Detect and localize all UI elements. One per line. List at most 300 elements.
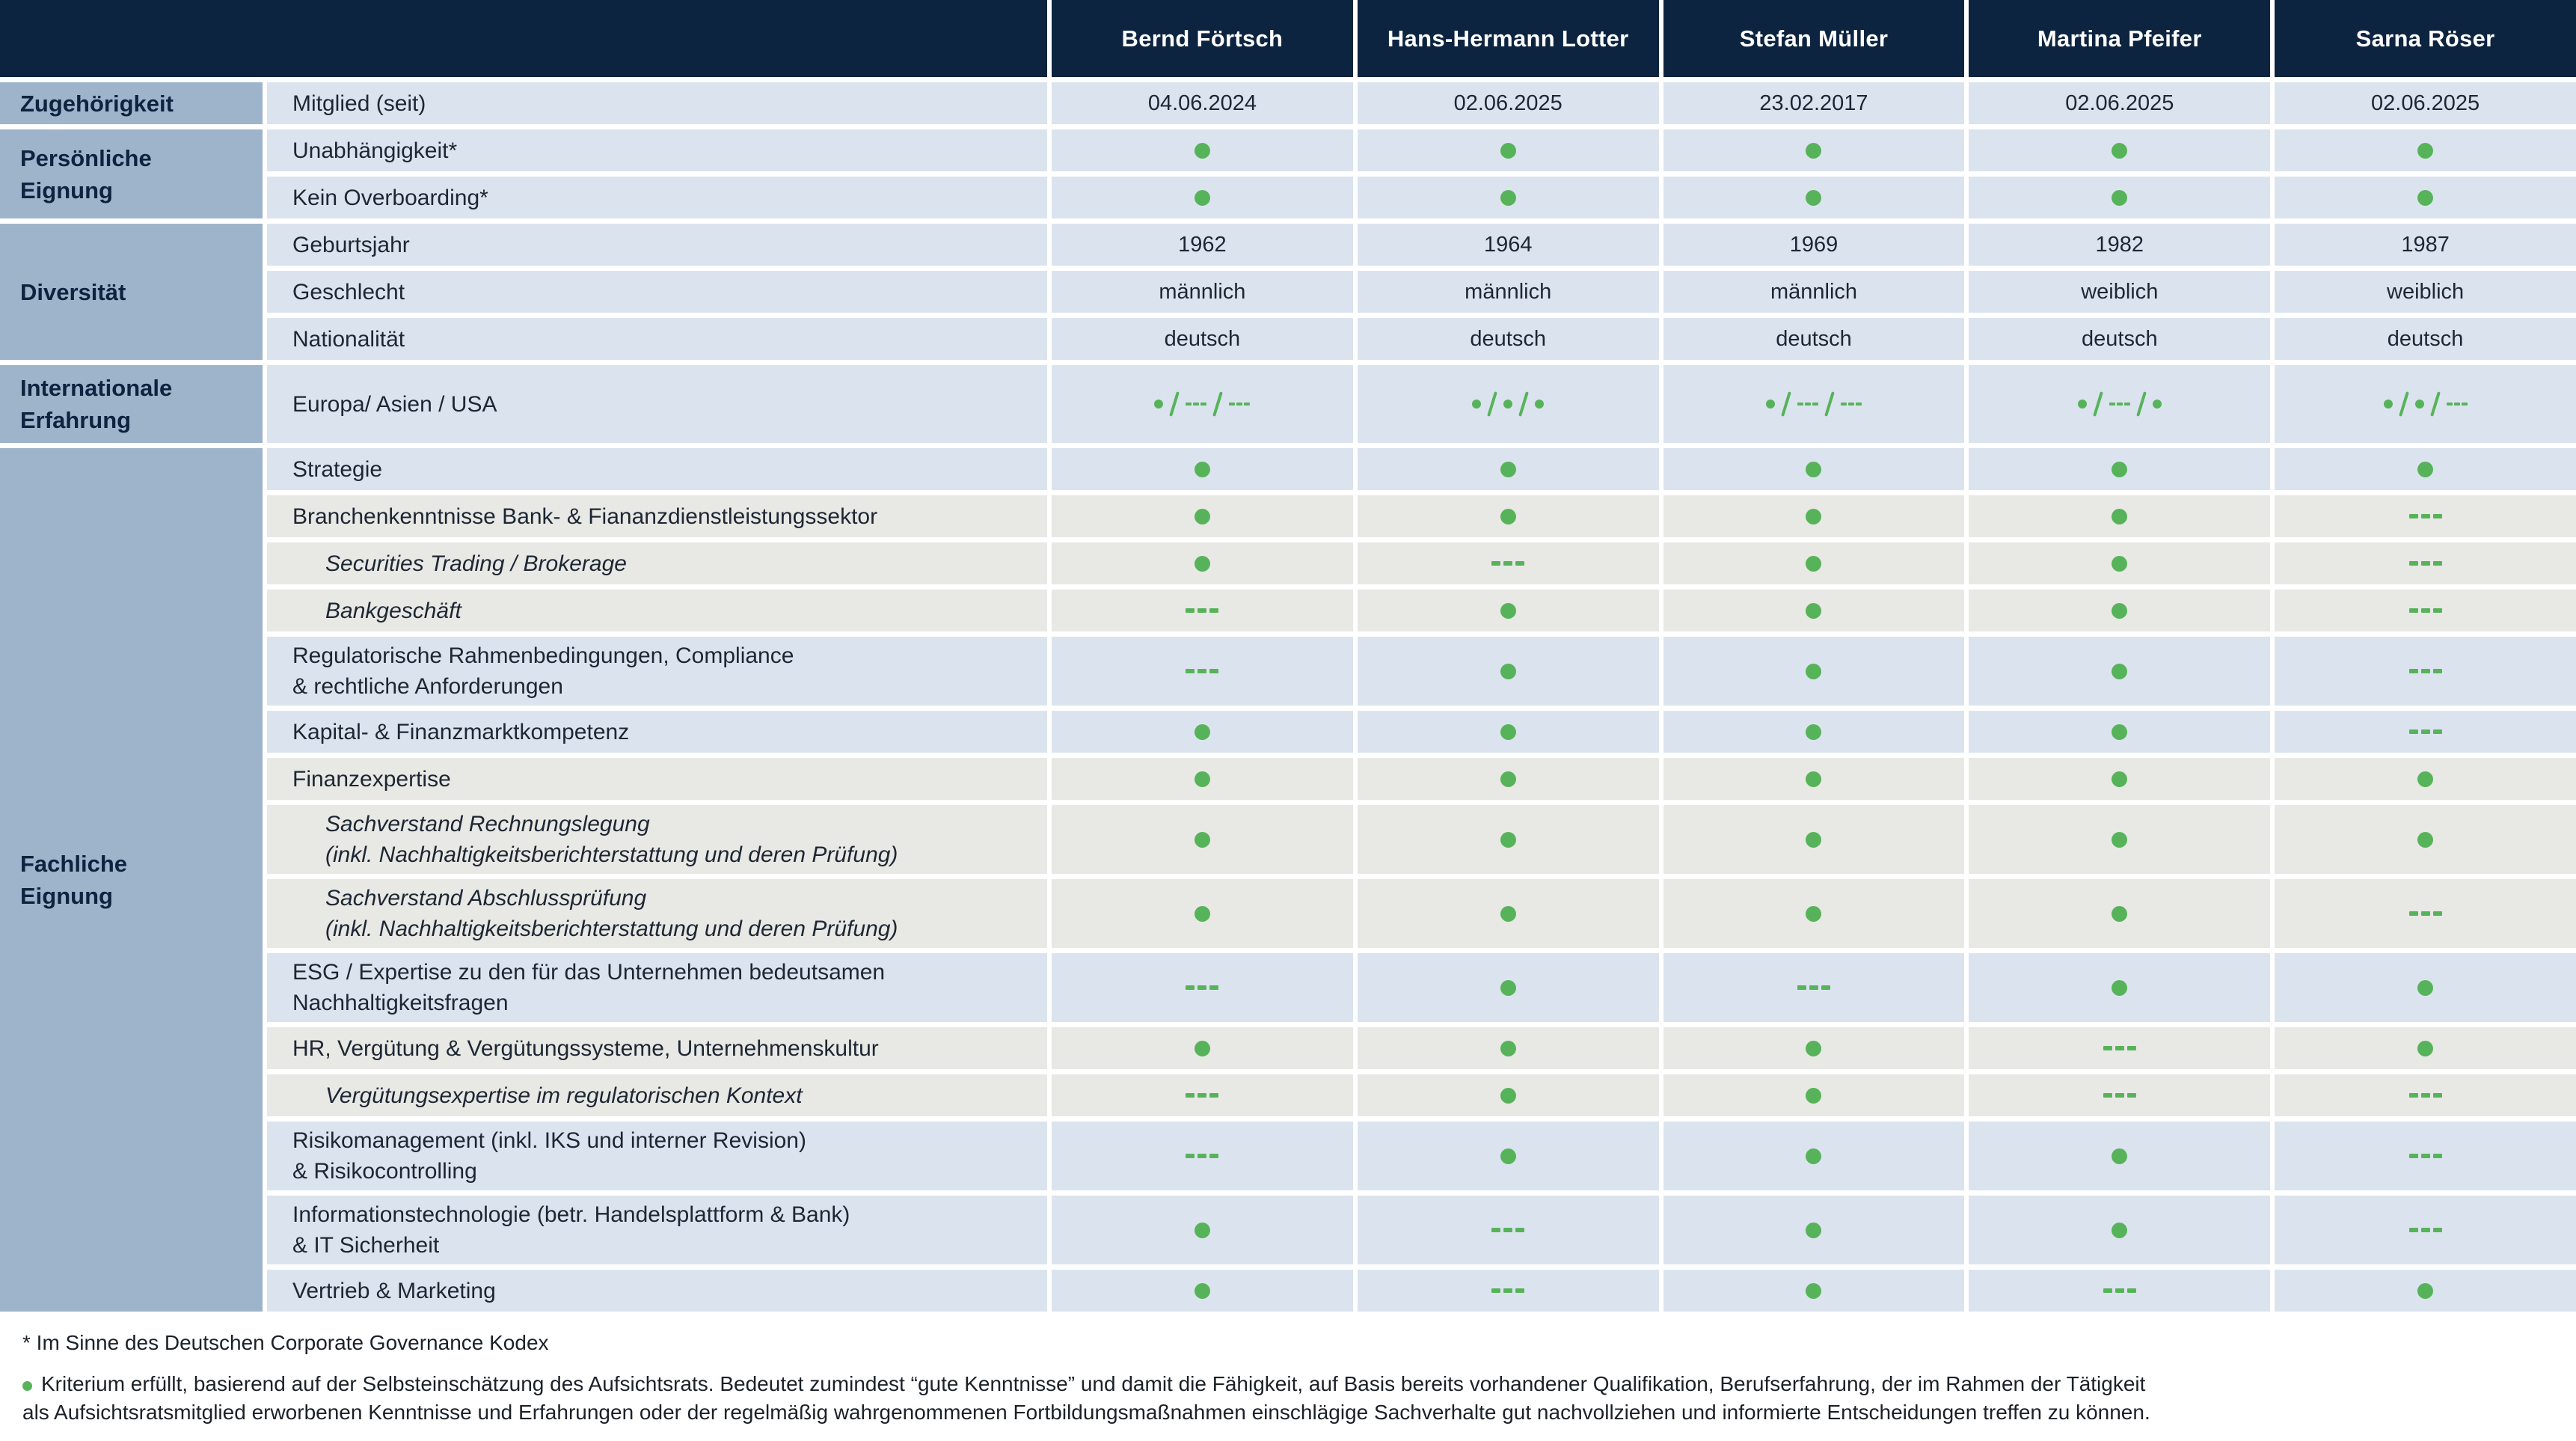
value-cell	[1663, 711, 1965, 753]
value-cell	[1052, 271, 1353, 313]
criterion-met-icon	[2417, 190, 2433, 206]
criterion-met-icon	[1806, 462, 1821, 477]
slash-divider	[1781, 391, 1791, 417]
criterion-met-icon	[2417, 462, 2433, 477]
value-cell	[1969, 1074, 2270, 1116]
section-label-line: Eignung	[20, 883, 113, 909]
value-cell	[2275, 177, 2576, 218]
value-cell	[1052, 224, 1353, 266]
criterion-not-met-icon	[1797, 985, 1830, 990]
criterion-met-icon	[1766, 400, 1775, 409]
criterion-met-icon	[2112, 462, 2127, 477]
row-label	[267, 542, 1047, 584]
row-label	[267, 365, 1047, 443]
value-cell	[1052, 318, 1353, 360]
value-cell	[1969, 758, 2270, 800]
criterion-met-icon	[1806, 724, 1821, 740]
row-label-line: Geburtsjahr	[292, 232, 410, 257]
value-cell	[1358, 224, 1659, 266]
value-cell	[1969, 1196, 2270, 1264]
value-cell	[1969, 318, 2270, 360]
criterion-not-met-icon	[2409, 561, 2442, 566]
value-text: männlich	[1159, 279, 1246, 304]
value-cell	[1358, 177, 1659, 218]
criterion-not-met-icon	[2109, 403, 2130, 406]
value-cell	[1052, 177, 1353, 218]
row-label	[267, 1196, 1047, 1264]
criterion-met-icon	[1500, 832, 1516, 848]
value-cell	[2275, 1027, 2576, 1069]
section-label-line: Eignung	[20, 177, 113, 204]
row-label-line: Informationstechnologie (betr. Handelsplattform & Bank)	[292, 1202, 850, 1227]
value-cell	[1663, 177, 1965, 218]
value-cell	[1663, 271, 1965, 313]
header-corner	[0, 0, 1047, 77]
row-label	[267, 1122, 1047, 1190]
criterion-met-icon	[1195, 509, 1210, 524]
member-name-1: Bernd Förtsch	[1052, 0, 1353, 77]
criterion-met-icon	[2112, 556, 2127, 572]
criterion-met-icon	[2417, 1283, 2433, 1299]
criterion-met-icon	[1500, 724, 1516, 740]
criterion-not-met-icon	[2409, 514, 2442, 518]
row-label-line: Regulatorische Rahmenbedingungen, Compliance	[292, 643, 794, 668]
section-label-line: Persönliche	[20, 144, 152, 171]
value-text: 1987	[2401, 232, 2450, 257]
criterion-met-icon	[1806, 664, 1821, 679]
criterion-met-icon	[2112, 980, 2127, 996]
value-cell	[1358, 1196, 1659, 1264]
criterion-met-icon	[1500, 1088, 1516, 1104]
value-cell	[2275, 1122, 2576, 1190]
row-label	[267, 224, 1047, 266]
international-experience-markers	[2384, 391, 2468, 417]
criterion-met-icon	[2078, 400, 2087, 409]
criterion-not-met-icon	[2103, 1093, 2136, 1098]
criterion-met-icon	[2417, 771, 2433, 787]
criterion-met-icon	[2112, 143, 2127, 159]
value-cell	[1052, 1270, 1353, 1312]
value-text: 1962	[1178, 232, 1227, 257]
row-label-line: Nachhaltigkeitsfragen	[292, 991, 509, 1015]
value-cell	[1358, 953, 1659, 1022]
value-cell	[2275, 590, 2576, 631]
value-cell	[1358, 758, 1659, 800]
value-cell	[1358, 1027, 1659, 1069]
criterion-met-icon	[2112, 509, 2127, 524]
criterion-met-icon	[1195, 462, 1210, 477]
criterion-met-icon	[2384, 400, 2393, 409]
criterion-met-icon	[1806, 906, 1821, 922]
value-cell	[2275, 542, 2576, 584]
value-cell	[1358, 448, 1659, 490]
criterion-met-icon	[1472, 400, 1481, 409]
value-cell	[1358, 271, 1659, 313]
criterion-not-met-icon	[2103, 1288, 2136, 1293]
row-label-line: Europa/ Asien / USA	[292, 391, 497, 417]
criterion-not-met-icon	[2409, 1093, 2442, 1098]
international-experience-markers	[1154, 391, 1250, 417]
criterion-not-met-icon	[1797, 403, 1818, 406]
competence-grid	[0, 82, 2576, 1312]
value-cell	[1663, 224, 1965, 266]
row-label	[267, 953, 1047, 1022]
criterion-met-icon	[1500, 980, 1516, 996]
value-cell	[1969, 1122, 2270, 1190]
row-label-line: Sachverstand Abschlussprüfung	[325, 886, 647, 911]
row-label	[267, 495, 1047, 537]
criterion-met-icon	[1195, 771, 1210, 787]
value-cell	[1663, 879, 1965, 948]
value-cell	[1663, 448, 1965, 490]
value-cell	[1052, 1027, 1353, 1069]
value-cell	[1969, 879, 2270, 948]
row-label-line: & Risikocontrolling	[292, 1159, 477, 1184]
footnote-criterion	[22, 1370, 2576, 1427]
value-cell	[1358, 129, 1659, 171]
value-cell	[2275, 1270, 2576, 1312]
value-cell	[1052, 879, 1353, 948]
value-cell	[1663, 1122, 1965, 1190]
criterion-met-icon	[1500, 771, 1516, 787]
criterion-met-icon	[2417, 1041, 2433, 1056]
row-label	[267, 711, 1047, 753]
row-label-line: Mitglied (seit)	[292, 91, 426, 116]
value-cell	[1052, 365, 1353, 443]
value-cell	[1969, 1270, 2270, 1312]
criterion-not-met-icon	[1491, 1228, 1524, 1232]
value-cell	[1969, 805, 2270, 874]
criterion-not-met-icon	[1491, 1288, 1524, 1293]
row-label	[267, 805, 1047, 874]
row-label-line: Finanzexpertise	[292, 766, 451, 792]
value-cell	[1358, 365, 1659, 443]
value-cell	[1663, 1196, 1965, 1264]
value-cell	[1358, 1074, 1659, 1116]
international-experience-markers	[2078, 391, 2162, 417]
row-label-line: Branchenkenntnisse Bank- & Fiananzdienstleistungssektor	[292, 504, 878, 529]
value-cell	[1052, 758, 1353, 800]
criterion-met-icon	[1806, 556, 1821, 572]
value-cell	[1052, 542, 1353, 584]
row-label	[267, 879, 1047, 948]
criterion-not-met-icon	[1186, 1093, 1218, 1098]
value-cell	[1663, 318, 1965, 360]
row-label-line: (inkl. Nachhaltigkeitsberichterstattung und deren Prüfung)	[325, 917, 898, 941]
section-persoenliche-eignung	[0, 129, 263, 218]
row-label-line: Vergütungsexpertise im regulatorischen Kontext	[325, 1083, 803, 1108]
criterion-not-met-icon	[2409, 669, 2442, 673]
criterion-met-icon	[1195, 143, 1210, 159]
value-text: deutsch	[1164, 326, 1241, 351]
value-text: weiblich	[2387, 279, 2465, 304]
row-label	[267, 1270, 1047, 1312]
row-label	[267, 177, 1047, 218]
criterion-not-met-icon	[1841, 403, 1862, 406]
value-cell	[1969, 224, 2270, 266]
criterion-not-met-icon	[1186, 669, 1218, 673]
row-label	[267, 271, 1047, 313]
criterion-met-icon	[1500, 509, 1516, 524]
value-cell	[1052, 953, 1353, 1022]
criterion-met-icon	[1806, 771, 1821, 787]
value-cell	[1052, 82, 1353, 124]
row-label-line: Bankgeschäft	[325, 598, 461, 623]
value-cell	[1358, 637, 1659, 706]
international-experience-markers	[1766, 391, 1862, 417]
criterion-met-icon	[1195, 556, 1210, 572]
value-cell	[1358, 318, 1659, 360]
criterion-met-icon	[2417, 143, 2433, 159]
row-label	[267, 318, 1047, 360]
row-label	[267, 758, 1047, 800]
value-cell	[1052, 1196, 1353, 1264]
value-cell	[1969, 495, 2270, 537]
value-cell	[1663, 1074, 1965, 1116]
slash-divider	[1213, 391, 1224, 417]
criterion-met-icon	[2112, 832, 2127, 848]
value-text: deutsch	[1776, 326, 1852, 351]
value-text: 02.06.2025	[1453, 91, 1563, 115]
value-cell	[1052, 711, 1353, 753]
criterion-not-met-icon	[2409, 911, 2442, 916]
member-name-4: Martina Pfeifer	[1969, 0, 2270, 77]
value-cell	[2275, 758, 2576, 800]
value-cell	[2275, 271, 2576, 313]
section-label-line: Erfahrung	[20, 407, 132, 433]
row-label	[267, 448, 1047, 490]
criterion-met-icon	[1500, 143, 1516, 159]
footnote-governance-kodex: * Im Sinne des Deutschen Corporate Governance Kodex	[22, 1331, 549, 1354]
value-cell	[1663, 953, 1965, 1022]
value-cell	[2275, 637, 2576, 706]
value-cell	[2275, 711, 2576, 753]
value-text: deutsch	[1470, 326, 1546, 351]
criterion-met-icon	[1806, 509, 1821, 524]
value-cell	[1969, 953, 2270, 1022]
slash-divider	[2430, 391, 2441, 417]
row-label-line: Strategie	[292, 456, 383, 482]
row-label	[267, 590, 1047, 631]
criterion-met-icon	[2112, 603, 2127, 619]
value-cell	[1052, 1074, 1353, 1116]
value-cell	[2275, 879, 2576, 948]
value-cell	[1052, 590, 1353, 631]
value-cell	[2275, 129, 2576, 171]
footnotes	[22, 1331, 2576, 1427]
criterion-not-met-icon	[1186, 1154, 1218, 1158]
slash-divider	[1487, 391, 1497, 417]
criterion-not-met-icon	[1491, 561, 1524, 566]
slash-divider	[1518, 391, 1529, 417]
international-experience-markers	[1472, 391, 1544, 417]
criterion-met-icon	[1806, 1223, 1821, 1238]
value-cell	[1663, 365, 1965, 443]
value-cell	[1663, 82, 1965, 124]
value-cell	[1358, 495, 1659, 537]
value-cell	[1358, 590, 1659, 631]
slash-divider	[2136, 391, 2147, 417]
criterion-met-icon	[1500, 664, 1516, 679]
value-text: 02.06.2025	[2065, 91, 2174, 115]
value-cell	[1358, 1122, 1659, 1190]
criterion-met-icon	[2417, 832, 2433, 848]
criterion-met-icon	[2112, 724, 2127, 740]
criterion-met-icon	[1195, 1041, 1210, 1056]
criterion-met-icon	[2112, 1223, 2127, 1238]
value-cell	[2275, 448, 2576, 490]
section-label-line: Zugehörigkeit	[20, 90, 174, 117]
row-label-line: Kein Overboarding*	[292, 185, 488, 210]
criterion-met-icon	[1503, 400, 1512, 409]
row-label	[267, 637, 1047, 706]
section-internationale-erfahrung	[0, 365, 263, 443]
criterion-met-icon	[1500, 462, 1516, 477]
criterion-not-met-icon	[1186, 608, 1218, 613]
value-text: 1982	[2095, 232, 2144, 257]
criterion-met-icon	[2112, 190, 2127, 206]
value-cell	[1052, 637, 1353, 706]
table-header	[0, 0, 2576, 77]
criterion-met-icon	[1806, 190, 1821, 206]
criterion-met-icon	[1806, 603, 1821, 619]
slash-divider	[1170, 391, 1180, 417]
criterion-met-icon	[2153, 400, 2162, 409]
value-cell	[1969, 177, 2270, 218]
criterion-met-icon	[1154, 400, 1163, 409]
row-label-line: Securities Trading / Brokerage	[325, 551, 627, 576]
section-zugehoerigkeit	[0, 82, 263, 124]
criterion-met-icon	[1195, 1223, 1210, 1238]
criterion-not-met-icon	[2409, 608, 2442, 613]
row-label-line: HR, Vergütung & Vergütungssysteme, Unternehmenskultur	[292, 1035, 879, 1061]
slash-divider	[2093, 391, 2103, 417]
criterion-not-met-icon	[2409, 1154, 2442, 1158]
value-cell	[2275, 224, 2576, 266]
criterion-met-icon	[2112, 1148, 2127, 1164]
value-cell	[1969, 448, 2270, 490]
value-cell	[1052, 805, 1353, 874]
row-label-line: & IT Sicherheit	[292, 1233, 440, 1258]
section-label-line: Diversität	[20, 278, 126, 305]
value-cell	[1358, 879, 1659, 948]
criterion-met-icon	[1195, 190, 1210, 206]
row-label	[267, 129, 1047, 171]
value-cell	[2275, 495, 2576, 537]
value-cell	[1358, 82, 1659, 124]
value-cell	[1052, 129, 1353, 171]
criterion-met-icon	[1500, 1148, 1516, 1164]
criterion-met-icon	[1806, 832, 1821, 848]
value-text: 02.06.2025	[2371, 91, 2480, 115]
value-cell	[2275, 318, 2576, 360]
section-label-line: Fachliche	[20, 851, 127, 877]
value-cell	[2275, 1074, 2576, 1116]
criterion-met-icon	[2112, 664, 2127, 679]
row-label-line: Vertrieb & Marketing	[292, 1278, 496, 1303]
slash-divider	[1824, 391, 1835, 417]
value-text: 1964	[1483, 232, 1533, 257]
value-text: männlich	[1465, 279, 1552, 304]
footnote-criterion-line2: als Aufsichtsratsmitglied erworbenen Kenntnisse und Erfahrungen oder der regelmäßig wahrgenommenen Fortbildungsmaßnahmen einschlägige Sachverhalte gut nachvollziehen und informierte Entscheidungen treffen zu können.	[22, 1401, 2150, 1424]
value-cell	[1052, 1122, 1353, 1190]
criterion-met-icon	[1500, 906, 1516, 922]
criterion-met-icon	[1806, 1041, 1821, 1056]
value-cell	[1663, 542, 1965, 584]
row-label	[267, 1074, 1047, 1116]
value-text: 1969	[1789, 232, 1839, 257]
row-label-line: Risikomanagement (inkl. IKS und interner Revision)	[292, 1128, 806, 1153]
row-label-line: Sachverstand Rechnungslegung	[325, 812, 650, 836]
member-name-3: Stefan Müller	[1663, 0, 1965, 77]
criterion-met-icon	[1500, 603, 1516, 619]
value-cell	[1969, 365, 2270, 443]
criterion-not-met-icon	[2447, 403, 2468, 406]
value-cell	[1358, 1270, 1659, 1312]
value-cell	[1969, 1027, 2270, 1069]
criterion-met-icon	[1195, 906, 1210, 922]
criterion-met-icon	[1500, 190, 1516, 206]
criterion-not-met-icon	[2409, 729, 2442, 734]
value-cell	[1358, 542, 1659, 584]
row-label-line: Geschlecht	[292, 279, 405, 305]
slash-divider	[2399, 391, 2409, 417]
row-label	[267, 1027, 1047, 1069]
value-cell	[1969, 590, 2270, 631]
green-dot-icon	[22, 1381, 32, 1391]
row-label-line: (inkl. Nachhaltigkeitsberichterstattung und deren Prüfung)	[325, 842, 898, 867]
value-cell	[1969, 637, 2270, 706]
value-text: weiblich	[2081, 279, 2159, 304]
value-cell	[1663, 495, 1965, 537]
value-text: deutsch	[2387, 326, 2464, 351]
criterion-met-icon	[2417, 980, 2433, 996]
value-cell	[1052, 495, 1353, 537]
value-cell	[1052, 448, 1353, 490]
value-text: deutsch	[2082, 326, 2158, 351]
value-cell	[1969, 542, 2270, 584]
member-name-2: Hans-Hermann Lotter	[1358, 0, 1659, 77]
value-cell	[1358, 805, 1659, 874]
criterion-met-icon	[1806, 1148, 1821, 1164]
value-cell	[2275, 82, 2576, 124]
value-cell	[1663, 805, 1965, 874]
footnote-criterion-line1: Kriterium erfüllt, basierend auf der Selbsteinschätzung des Aufsichtsrats. Bedeutet zumindest “gute Kenntnisse” und damit die Fähigkeit, auf Basis bereits vorhandener Qualifikation, Berufserfahrung, der im Rahmen der Tätigkeit	[41, 1372, 2146, 1395]
value-cell	[2275, 805, 2576, 874]
value-cell	[1663, 1027, 1965, 1069]
criterion-met-icon	[1195, 832, 1210, 848]
criterion-met-icon	[2112, 906, 2127, 922]
value-cell	[1663, 637, 1965, 706]
value-cell	[1969, 271, 2270, 313]
criterion-met-icon	[1195, 1283, 1210, 1299]
criterion-not-met-icon	[2409, 1228, 2442, 1232]
criterion-met-icon	[1195, 724, 1210, 740]
criterion-met-icon	[1806, 1283, 1821, 1299]
row-label-line: Kapital- & Finanzmarktkompetenz	[292, 719, 630, 744]
value-cell	[1969, 129, 2270, 171]
value-cell	[2275, 365, 2576, 443]
value-cell	[1358, 711, 1659, 753]
value-cell	[2275, 1196, 2576, 1264]
section-diversitaet	[0, 224, 263, 360]
value-cell	[1663, 1270, 1965, 1312]
row-label-line: Unabhängigkeit*	[292, 138, 458, 163]
criterion-met-icon	[1806, 143, 1821, 159]
value-text: männlich	[1770, 279, 1858, 304]
row-label-line: ESG / Expertise zu den für das Unternehmen bedeutsamen	[292, 960, 886, 985]
value-cell	[1663, 129, 1965, 171]
